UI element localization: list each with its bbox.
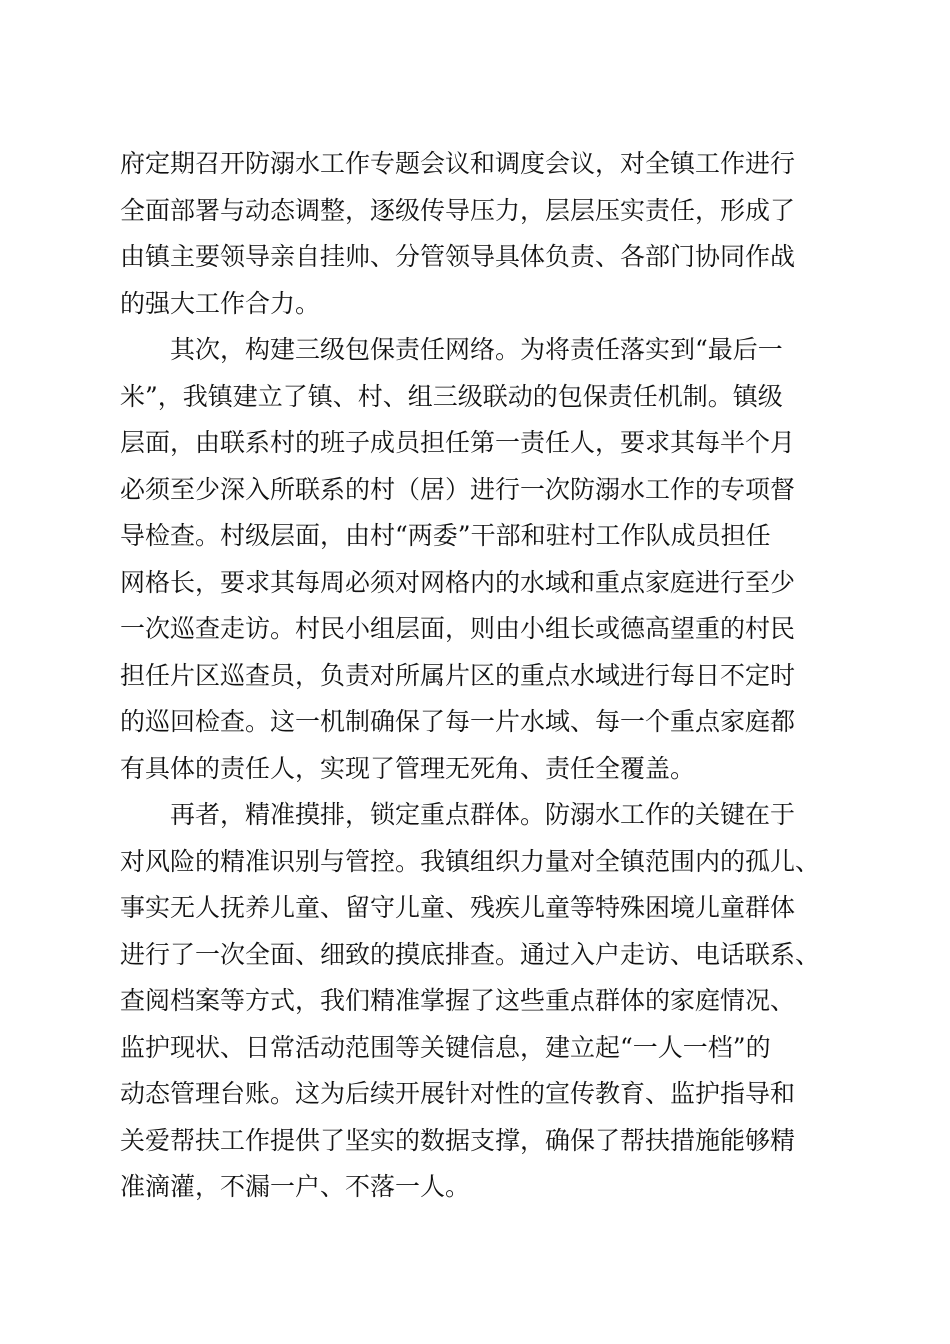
- text-line: 监护现状、日常活动范围等关键信息，建立起“一人一档”的: [120, 1032, 771, 1062]
- text-line: 事实无人抚养儿童、留守儿童、残疾儿童等特殊困境儿童群体: [120, 893, 796, 922]
- text-line: 的强大工作合力。: [120, 288, 321, 318]
- text-line: 网格长，要求其每周必须对网格内的水域和重点家庭进行至少: [120, 567, 796, 597]
- text-line: 有具体的责任人，实现了管理无死角、责任全覆盖。: [120, 753, 696, 783]
- text-line: 层面，由联系村的班子成员担任第一责任人，要求其每半个月: [120, 428, 796, 457]
- text-line: 必须至少深入所联系的村（居）进行一次防溺水工作的专项督: [120, 474, 796, 504]
- text-line: 进行了一次全面、细致的摸底排查。通过入户走访、电话联系、: [120, 939, 821, 969]
- text-line: 准滴灌，不漏一户、不落一人。: [120, 1172, 471, 1201]
- text-line: 一次巡查走访。村民小组层面，则由小组长或德高望重的村民: [120, 614, 796, 643]
- text-line: 米”，我镇建立了镇、村、组三级联动的包保责任机制。镇级: [120, 381, 783, 411]
- text-line: 府定期召开防溺水工作专题会议和调度会议，对全镇工作进行: [120, 149, 796, 178]
- text-line: 由镇主要领导亲自挂帅、分管领导具体负责、各部门协同作战: [120, 242, 796, 271]
- document-body: [120, 141, 830, 1211]
- text-line: 的巡回检查。这一机制确保了每一片水域、每一个重点家庭都: [120, 707, 796, 736]
- text-line: 导检查。村级层面，由村“两委”干部和驻村工作队成员担任: [120, 521, 771, 550]
- text-line: 动态管理台账。这为后续开展针对性的宣传教育、监护指导和: [120, 1079, 796, 1108]
- paragraph-responsibility-network: [120, 327, 830, 792]
- text-line: 对风险的精准识别与管控。我镇组织力量对全镇范围内的孤儿、: [120, 846, 821, 876]
- text-line: 再者，精准摸排，锁定重点群体。防溺水工作的关键在于: [170, 800, 796, 829]
- text-line: 查阅档案等方式，我们精准掌握了这些重点群体的家庭情况、: [120, 986, 796, 1015]
- text-line: 其次，构建三级包保责任网络。为将责任落实到“最后一: [170, 335, 783, 364]
- text-line: 关爱帮扶工作提供了坚实的数据支撑，确保了帮扶措施能够精: [120, 1125, 796, 1155]
- paragraph-key-groups: [120, 792, 830, 1211]
- text-line: 担任片区巡查员，负责对所属片区的重点水域进行每日不定时: [120, 660, 796, 690]
- paragraph-continuation: [120, 141, 830, 327]
- text-line: 全面部署与动态调整，逐级传导压力，层层压实责任，形成了: [120, 195, 796, 225]
